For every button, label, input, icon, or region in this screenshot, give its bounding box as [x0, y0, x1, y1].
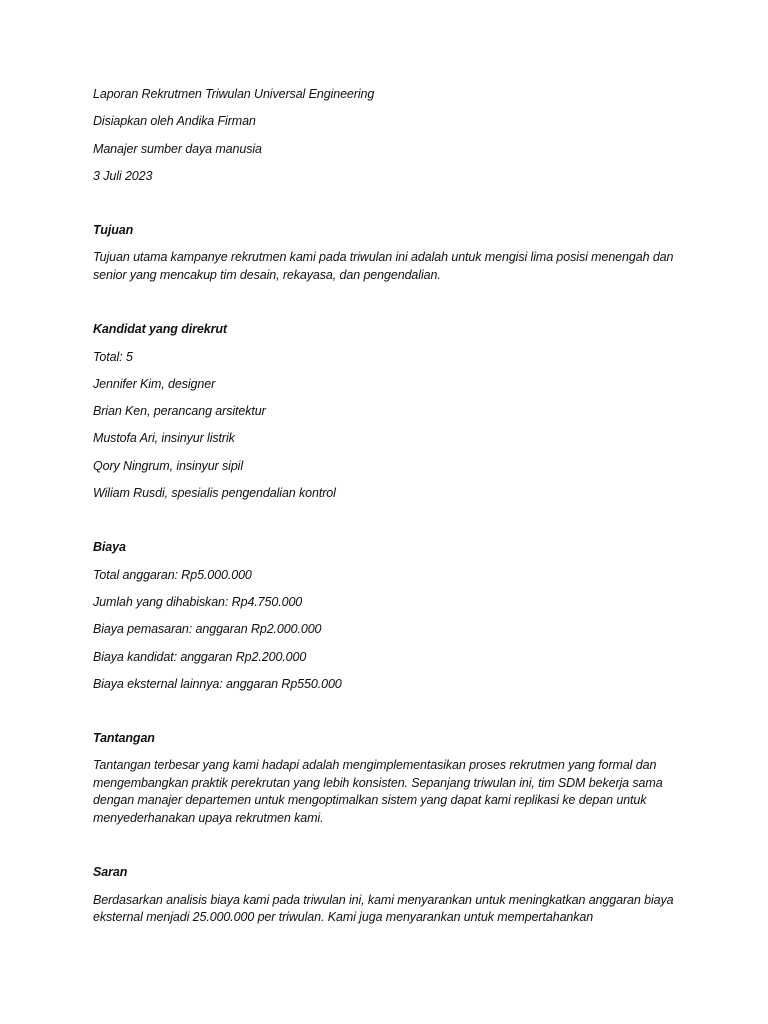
- tujuan-paragraph: Tujuan utama kampanye rekrutmen kami pada triwulan ini adalah untuk mengisi lima posisi menengah dan senior yang mencakup tim desain, rekayasa, dan pengendalian.: [93, 250, 674, 282]
- list-item: Qory Ningrum, insinyur sipil: [93, 458, 244, 473]
- section-gap: [93, 294, 685, 321]
- list-item: Wiliam Rusdi, spesialis pengendalian kontrol: [93, 486, 336, 501]
- section-heading-tantangan: Tantangan: [93, 731, 155, 746]
- section-heading-biaya: Biaya: [93, 540, 126, 555]
- biaya-list: [93, 567, 685, 694]
- list-item: Mustofa Ari, insinyur listrik: [93, 431, 235, 446]
- saran-paragraph: Berdasarkan analisis biaya kami pada triwulan ini, kami menyarankan untuk meningkatkan anggaran biaya eksternal menjadi 25.000.000 per triwulan. Kami juga menyarankan untuk mempertahankan: [93, 892, 674, 925]
- list-item: Biaya eksternal lainnya: anggaran Rp550.000: [93, 676, 342, 691]
- kandidat-total: Total: 5: [93, 349, 133, 364]
- list-item: Brian Ken, perancang arsitektur: [93, 404, 266, 419]
- section-heading-kandidat: Kandidat yang direkrut: [93, 322, 227, 337]
- section-gap: [93, 703, 685, 730]
- report-date: 3 Juli 2023: [93, 168, 153, 183]
- section-heading-saran: Saran: [93, 865, 128, 880]
- section-gap: [93, 837, 685, 864]
- list-item: Jennifer Kim, designer: [93, 376, 216, 391]
- prepared-by: Disiapkan oleh Andika Firman: [93, 114, 256, 129]
- list-item: Total anggaran: Rp5.000.000: [93, 567, 252, 582]
- list-item: Jumlah yang dihabiskan: Rp4.750.000: [93, 594, 303, 609]
- section-heading-tujuan: Tujuan: [93, 223, 134, 238]
- list-item: Biaya pemasaran: anggaran Rp2.000.000: [93, 622, 322, 637]
- author-role: Manajer sumber daya manusia: [93, 141, 262, 156]
- section-gap: [93, 512, 685, 539]
- list-item: Biaya kandidat: anggaran Rp2.200.000: [93, 649, 307, 664]
- section-gap: [93, 195, 685, 222]
- report-title: Laporan Rekrutmen Triwulan Universal Engineering: [93, 87, 375, 101]
- document-page: [93, 86, 685, 936]
- kandidat-list: [93, 376, 685, 503]
- tantangan-paragraph: Tantangan terbesar yang kami hadapi adalah mengimplementasikan proses rekrutmen yang formal dan mengembangkan praktik perekrutan yang lebih konsisten. Sepanjang triwulan ini, tim SDM bekerja sama dengan manajer departemen untuk mengoptimalkan sistem yang dapat kami replikasi ke depan untuk menyederhanakan upaya rekrutmen kami.: [93, 758, 663, 825]
